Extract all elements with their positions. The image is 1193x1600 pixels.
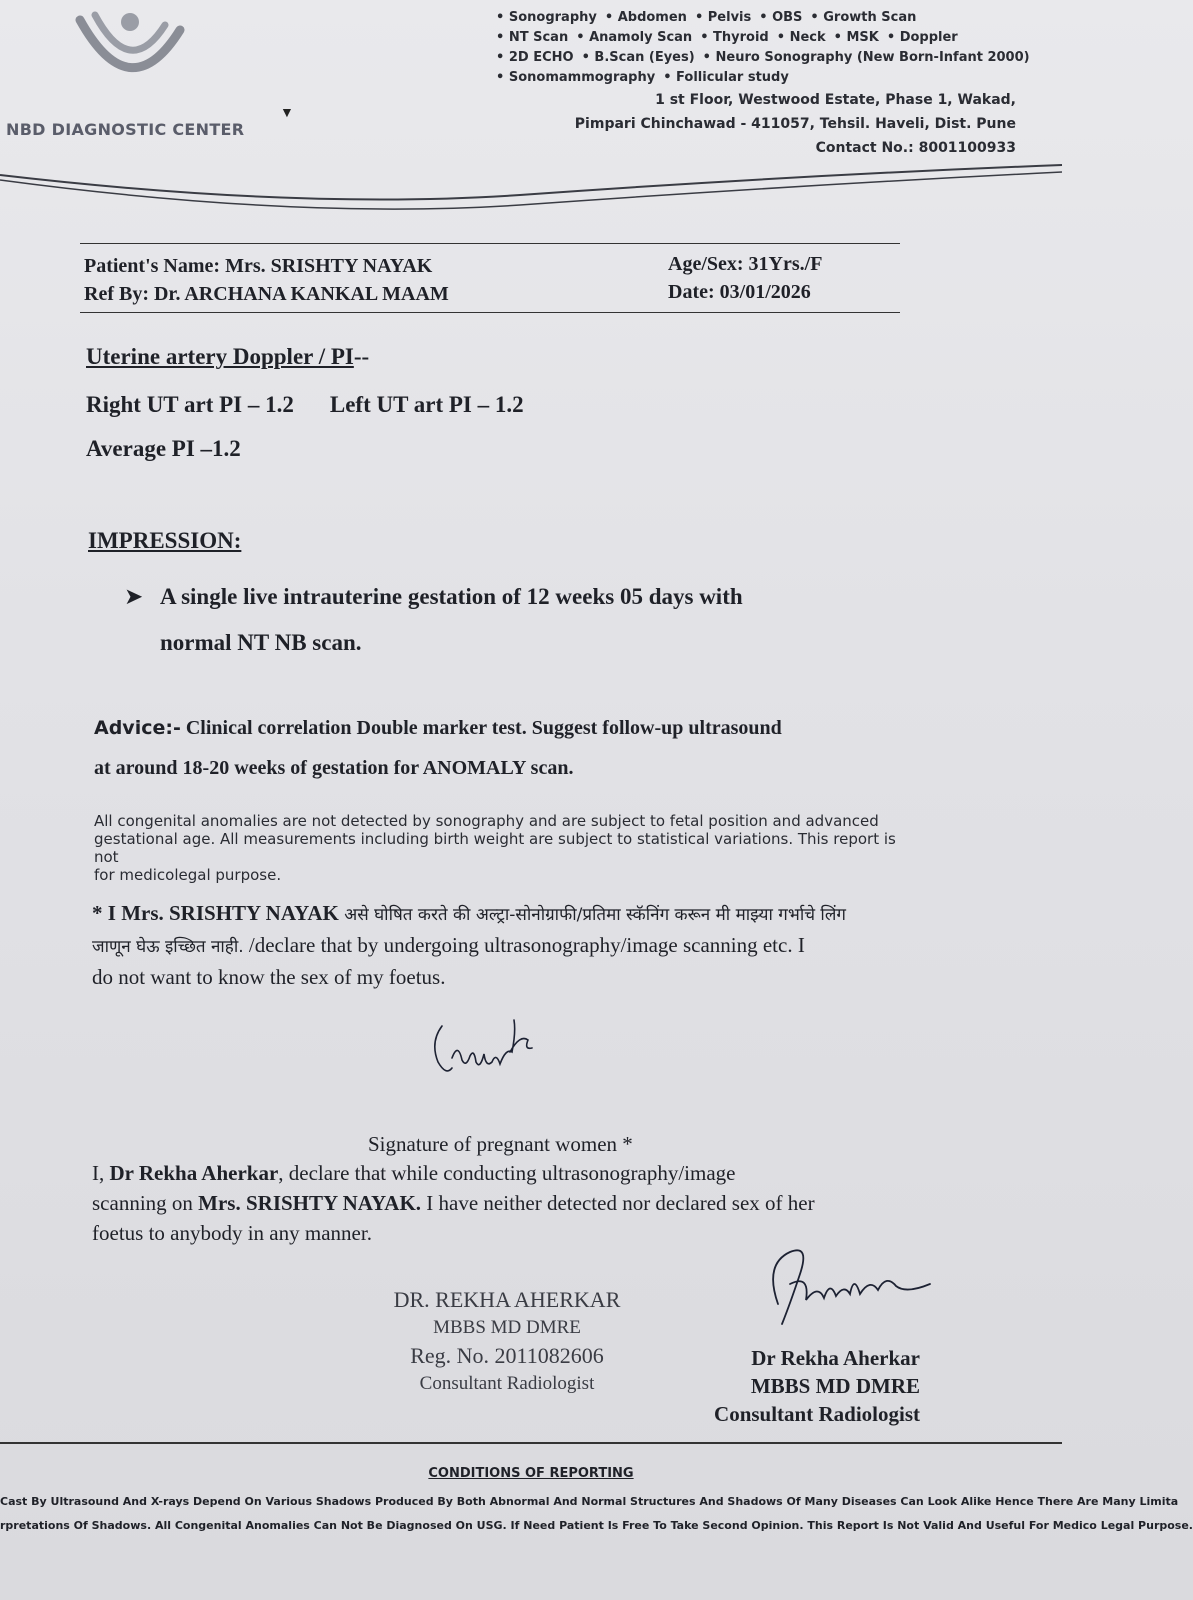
footer-divider <box>0 1442 1062 1444</box>
average-pi: Average PI –1.2 <box>86 436 241 461</box>
right-ut-pi: Right UT art PI – 1.2 <box>86 392 294 417</box>
center-name: NBD DIAGNOSTIC CENTER <box>6 120 245 139</box>
age-sex: Age/Sex: 31Yrs./F <box>668 253 823 275</box>
doctor-signature <box>760 1244 940 1339</box>
patient-box-bottom-line <box>80 312 900 313</box>
center-logo <box>70 0 190 110</box>
impression-heading: IMPRESSION: <box>88 528 242 553</box>
patient-box-top-line <box>80 243 900 244</box>
declarant-name: Mrs. SRISHTY NAYAK <box>121 901 339 925</box>
services-row: • Sonography• Abdomen• Pelvis• OBS• Growth Scan <box>496 8 1038 28</box>
advice-label: Advice:- <box>94 717 181 739</box>
address-line: Pimpari Chinchawad - 411057, Tehsil. Haveli, Dist. Pune <box>574 116 1016 132</box>
impression-item: ➤ A single live intrauterine gestation of 12 weeks 05 days with normal NT NB scan. <box>124 574 904 666</box>
disclaimer: All congenital anomalies are not detected by sonography and are subject to fetal position and advanced gestational age. All measurements including birth weight are subject to statistical variations. This report is not for medicolegal purpose. <box>94 812 896 884</box>
conditions-text: Cast By Ultrasound And X-rays Depend On Various Shadows Produced By Both Abnormal And Normal Structures And Shadows Of Many Diseases Can Look Alike Hence There Are Many Limita rpretations Of Shadows. All Congenital Anomalies Can Not Be Diagnosed On USG. If Need Patient Is Free To Take Second Opinion. This Report Is Not Valid And Useful For Medico Legal Purpose. <box>0 1495 1193 1532</box>
doctor-declaration: I, Dr Rekha Aherkar, declare that while conducting ultrasonography/image scanning on Mrs. SRISHTY NAYAK. I have neither detected nor declared sex of her foetus to anybody in any manner. <box>92 1161 815 1245</box>
conditions-heading: CONDITIONS OF REPORTING <box>428 1466 634 1481</box>
patient-meta <box>668 250 822 306</box>
pi-values <box>86 392 524 418</box>
doctor-details: Dr Rekha Aherkar MBBS MD DMRE Consultant Radiologist <box>714 1346 920 1426</box>
patient-declaration: * I Mrs. SRISHTY NAYAK असे घोषित करते की अल्ट्रा-सोनोग्राफी/प्रतिमा स्कॅनिंग करून मी माझ्या गर्भाचे लिंग जाणून घेऊ इच्छित नाही. /declare that by undergoing ultrasonography/image scanning etc. I do not want to know the sex of my foetus. <box>92 901 846 989</box>
bullet-arrow-icon: ➤ <box>124 584 144 610</box>
pen-mark-icon: ▼ <box>280 106 294 121</box>
patient-signature-label: Signature of pregnant women * <box>368 1132 633 1156</box>
services-row: • Sonomammography• Follicular study <box>496 68 1038 88</box>
address-line: 1 st Floor, Westwood Estate, Phase 1, Wakad, <box>655 92 1016 108</box>
report-date: Date: 03/01/2026 <box>668 281 811 303</box>
services-row: • 2D ECHO• B.Scan (Eyes)• Neuro Sonography (New Born-Infant 2000) <box>496 48 1038 68</box>
doppler-heading: Uterine artery Doppler / PI-- <box>86 344 370 369</box>
header-divider <box>0 150 1062 230</box>
patient-signature <box>428 1012 548 1082</box>
advice: Advice:- Clinical correlation Double marker test. Suggest follow-up ultrasound at around 18-20 weeks of gestation for ANOMALY scan. <box>94 717 782 779</box>
patient-name: Patient's Name: Mrs. SRISHTY NAYAK <box>84 255 433 277</box>
services-row: • NT Scan• Anamoly Scan• Thyroid• Neck• MSK• Doppler <box>496 28 1038 48</box>
referred-by: Ref By: Dr. ARCHANA KANKAL MAAM <box>84 283 449 305</box>
contact-number: Contact No.: 8001100933 <box>815 140 1016 156</box>
left-ut-pi: Left UT art PI – 1.2 <box>329 392 524 417</box>
patient-details <box>84 252 449 308</box>
doctor-stamp: DR. REKHA AHERKAR MBBS MD DMRE Reg. No. 2011082606 Consultant Radiologist <box>393 1287 621 1394</box>
services-list <box>496 8 1038 88</box>
